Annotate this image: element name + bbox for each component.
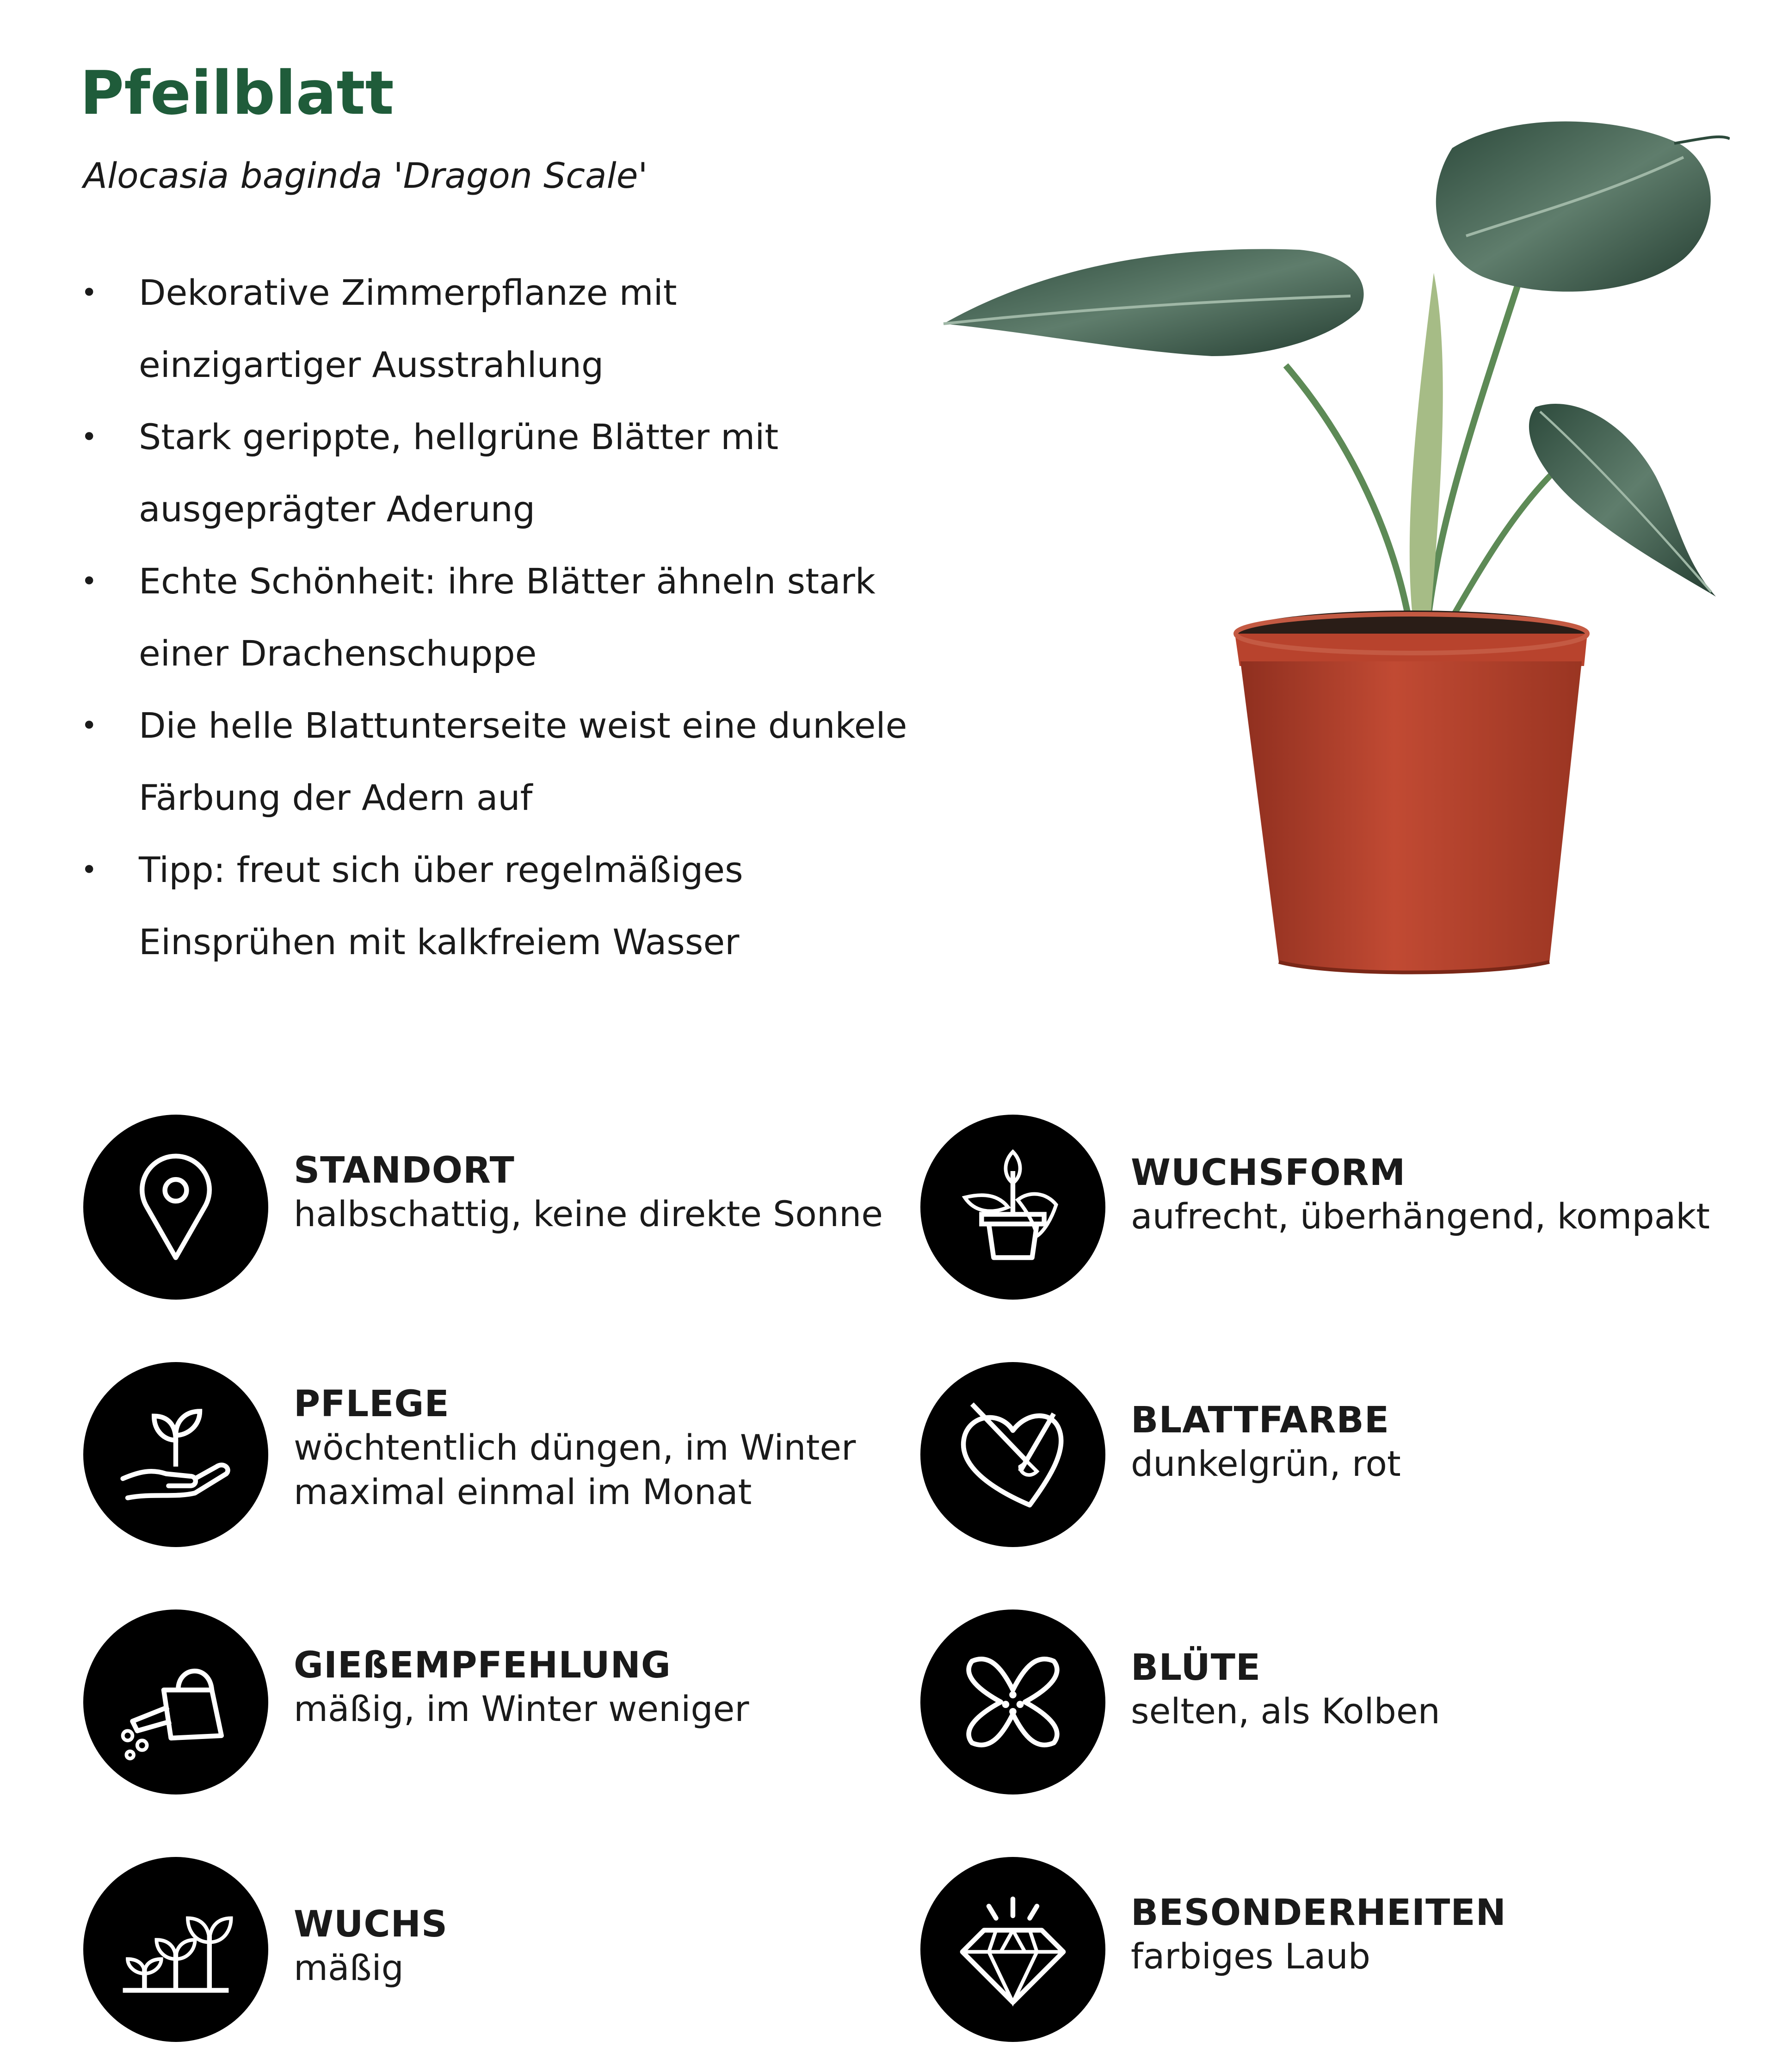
bullet-line: einer Drachenschuppe	[139, 633, 537, 674]
feature-label: GIEßEMPFEHLUNG	[294, 1645, 671, 1686]
feature-label: WUCHSFORM	[1131, 1152, 1406, 1194]
feature-value: halbschattig, keine direkte Sonne	[294, 1193, 883, 1235]
feature-value: maximal einmal im Monat	[294, 1471, 752, 1512]
bullet-line: Stark gerippte, hellgrüne Blätter mit	[139, 416, 779, 457]
standort-badge	[83, 1115, 268, 1300]
seedlings-icon	[116, 1889, 236, 2010]
bluete-badge	[920, 1610, 1105, 1794]
feature-label: BESONDERHEITEN	[1131, 1892, 1506, 1934]
bullet-marker: •	[81, 277, 98, 309]
feature-besonderheiten	[920, 1857, 1753, 2042]
pflege-badge	[83, 1362, 268, 1547]
bullet-marker: •	[81, 854, 98, 886]
bullet-line: Färbung der Adern auf	[139, 777, 533, 818]
watering-can-icon	[116, 1642, 236, 1762]
page-title: Pfeilblatt	[80, 58, 394, 128]
bullet-line: Die helle Blattunterseite weist eine dunkele	[139, 705, 907, 746]
feature-bluete	[920, 1610, 1753, 1794]
bullet-item	[79, 257, 957, 401]
feature-value: selten, als Kolben	[1131, 1690, 1440, 1732]
feature-value: farbiges Laub	[1131, 1936, 1371, 1977]
bullet-marker: •	[81, 709, 98, 742]
flower-icon	[953, 1642, 1073, 1762]
hand-sprout-icon	[116, 1394, 236, 1515]
location-pin-icon	[116, 1147, 236, 1267]
potted-plant-icon	[953, 1147, 1073, 1267]
feature-label: STANDORT	[294, 1150, 515, 1191]
giessempfehlung-badge	[83, 1610, 268, 1794]
feature-wuchs	[83, 1857, 916, 2042]
leaf-brush-icon	[953, 1394, 1073, 1515]
bullet-line: Echte Schönheit: ihre Blätter ähneln stark	[139, 561, 876, 602]
bullet-line: einzigartiger Ausstrahlung	[139, 344, 604, 385]
bullet-item	[79, 545, 957, 690]
bullet-line: Einsprühen mit kalkfreiem Wasser	[139, 921, 740, 962]
besonderheiten-badge	[920, 1857, 1105, 2042]
blattfarbe-badge	[920, 1362, 1105, 1547]
feature-value: aufrecht, überhängend, kompakt	[1131, 1196, 1710, 1237]
feature-label: BLATTFARBE	[1131, 1400, 1390, 1441]
feature-wuchsform	[920, 1115, 1753, 1300]
bullet-marker: •	[81, 565, 98, 598]
botanical-name: Alocasia baginda 'Dragon Scale'	[83, 155, 648, 196]
feature-value: wöchtentlich düngen, im Winter	[294, 1427, 856, 1468]
feature-value: dunkelgrün, rot	[1131, 1443, 1401, 1485]
bullet-item	[79, 690, 957, 834]
feature-label: PFLEGE	[294, 1383, 450, 1425]
bullet-line: Tipp: freut sich über regelmäßiges	[139, 849, 743, 890]
plant-product-image	[934, 106, 1730, 985]
feature-label: BLÜTE	[1131, 1647, 1261, 1689]
feature-label: WUCHS	[294, 1904, 448, 1945]
feature-bullet-list	[79, 257, 957, 978]
bullet-item	[79, 401, 957, 545]
bullet-marker: •	[81, 421, 98, 453]
wuchs-badge	[83, 1857, 268, 2042]
bullet-line: ausgeprägter Aderung	[139, 488, 536, 530]
bullet-line: Dekorative Zimmerpflanze mit	[139, 272, 677, 313]
wuchsform-badge	[920, 1115, 1105, 1300]
feature-blattfarbe	[920, 1362, 1753, 1547]
feature-standort	[83, 1115, 916, 1300]
diamond-icon	[953, 1889, 1073, 2010]
feature-value: mäßig, im Winter weniger	[294, 1688, 749, 1730]
feature-value: mäßig	[294, 1947, 404, 1989]
feature-giessempfehlung	[83, 1610, 916, 1794]
bullet-item	[79, 834, 957, 978]
feature-pflege	[83, 1362, 916, 1547]
